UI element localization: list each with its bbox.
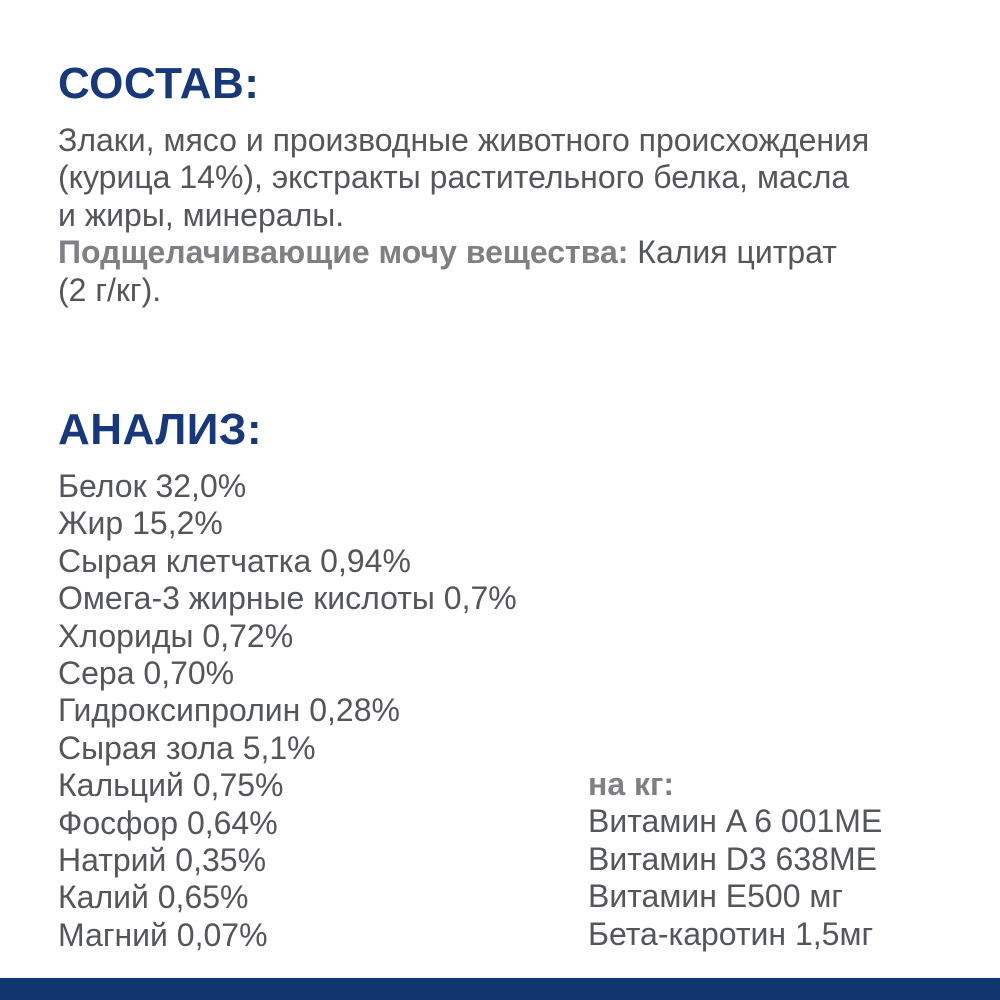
analysis-item: Фосфор 0,64% [58,804,278,841]
analysis-list [58,468,517,954]
analysis-item: Сера 0,70% [58,655,235,692]
per-kg-items [588,803,882,953]
per-kg-block [588,766,882,953]
analysis-item: Жир 15,2% [58,505,223,542]
analysis-item: Натрий 0,35% [58,842,267,879]
per-kg-label: на кг: [588,766,675,802]
analysis-item: Сырая клетчатка 0,94% [58,542,411,579]
analysis-item: Хлориды 0,72% [58,617,294,654]
per-kg-item: Витамин A 6 001МЕ [588,803,883,840]
analysis-heading: АНАЛИЗ: [58,405,263,454]
per-kg-item: Витамин E500 мг [588,878,844,915]
composition-heading: СОСТАВ: [58,59,260,108]
composition-line: (курица 14%), экстракты растительного белка, масла [58,159,850,196]
alkalizing-rest: Калия цитрат [628,234,837,271]
analysis-item: Кальций 0,75% [58,767,284,804]
composition-lines [58,122,869,234]
analysis-item: Калий 0,65% [58,879,249,916]
analysis-item: Белок 32,0% [58,468,247,504]
composition-line: и жиры, минералы. [58,196,345,233]
footer-accent-bar [0,978,1000,1000]
analysis-item: Омега-3 жирные кислоты 0,7% [58,580,517,617]
analysis-item: Магний 0,07% [58,916,268,953]
alkalizing-line [58,234,869,271]
analysis-item: Гидроксипролин 0,28% [58,692,400,729]
alkalizing-second-line: (2 г/кг). [58,271,162,308]
per-kg-item: Витамин D3 638МЕ [588,840,877,877]
alkalizing-bold-label: Подщелачивающие мочу вещества: [58,234,629,271]
per-kg-item: Бета-каротин 1,5мг [588,915,874,952]
composition-line: Злаки, мясо и производные животного происхождения [58,122,870,158]
analysis-item: Сырая зола 5,1% [58,729,316,766]
composition-body [58,122,869,309]
